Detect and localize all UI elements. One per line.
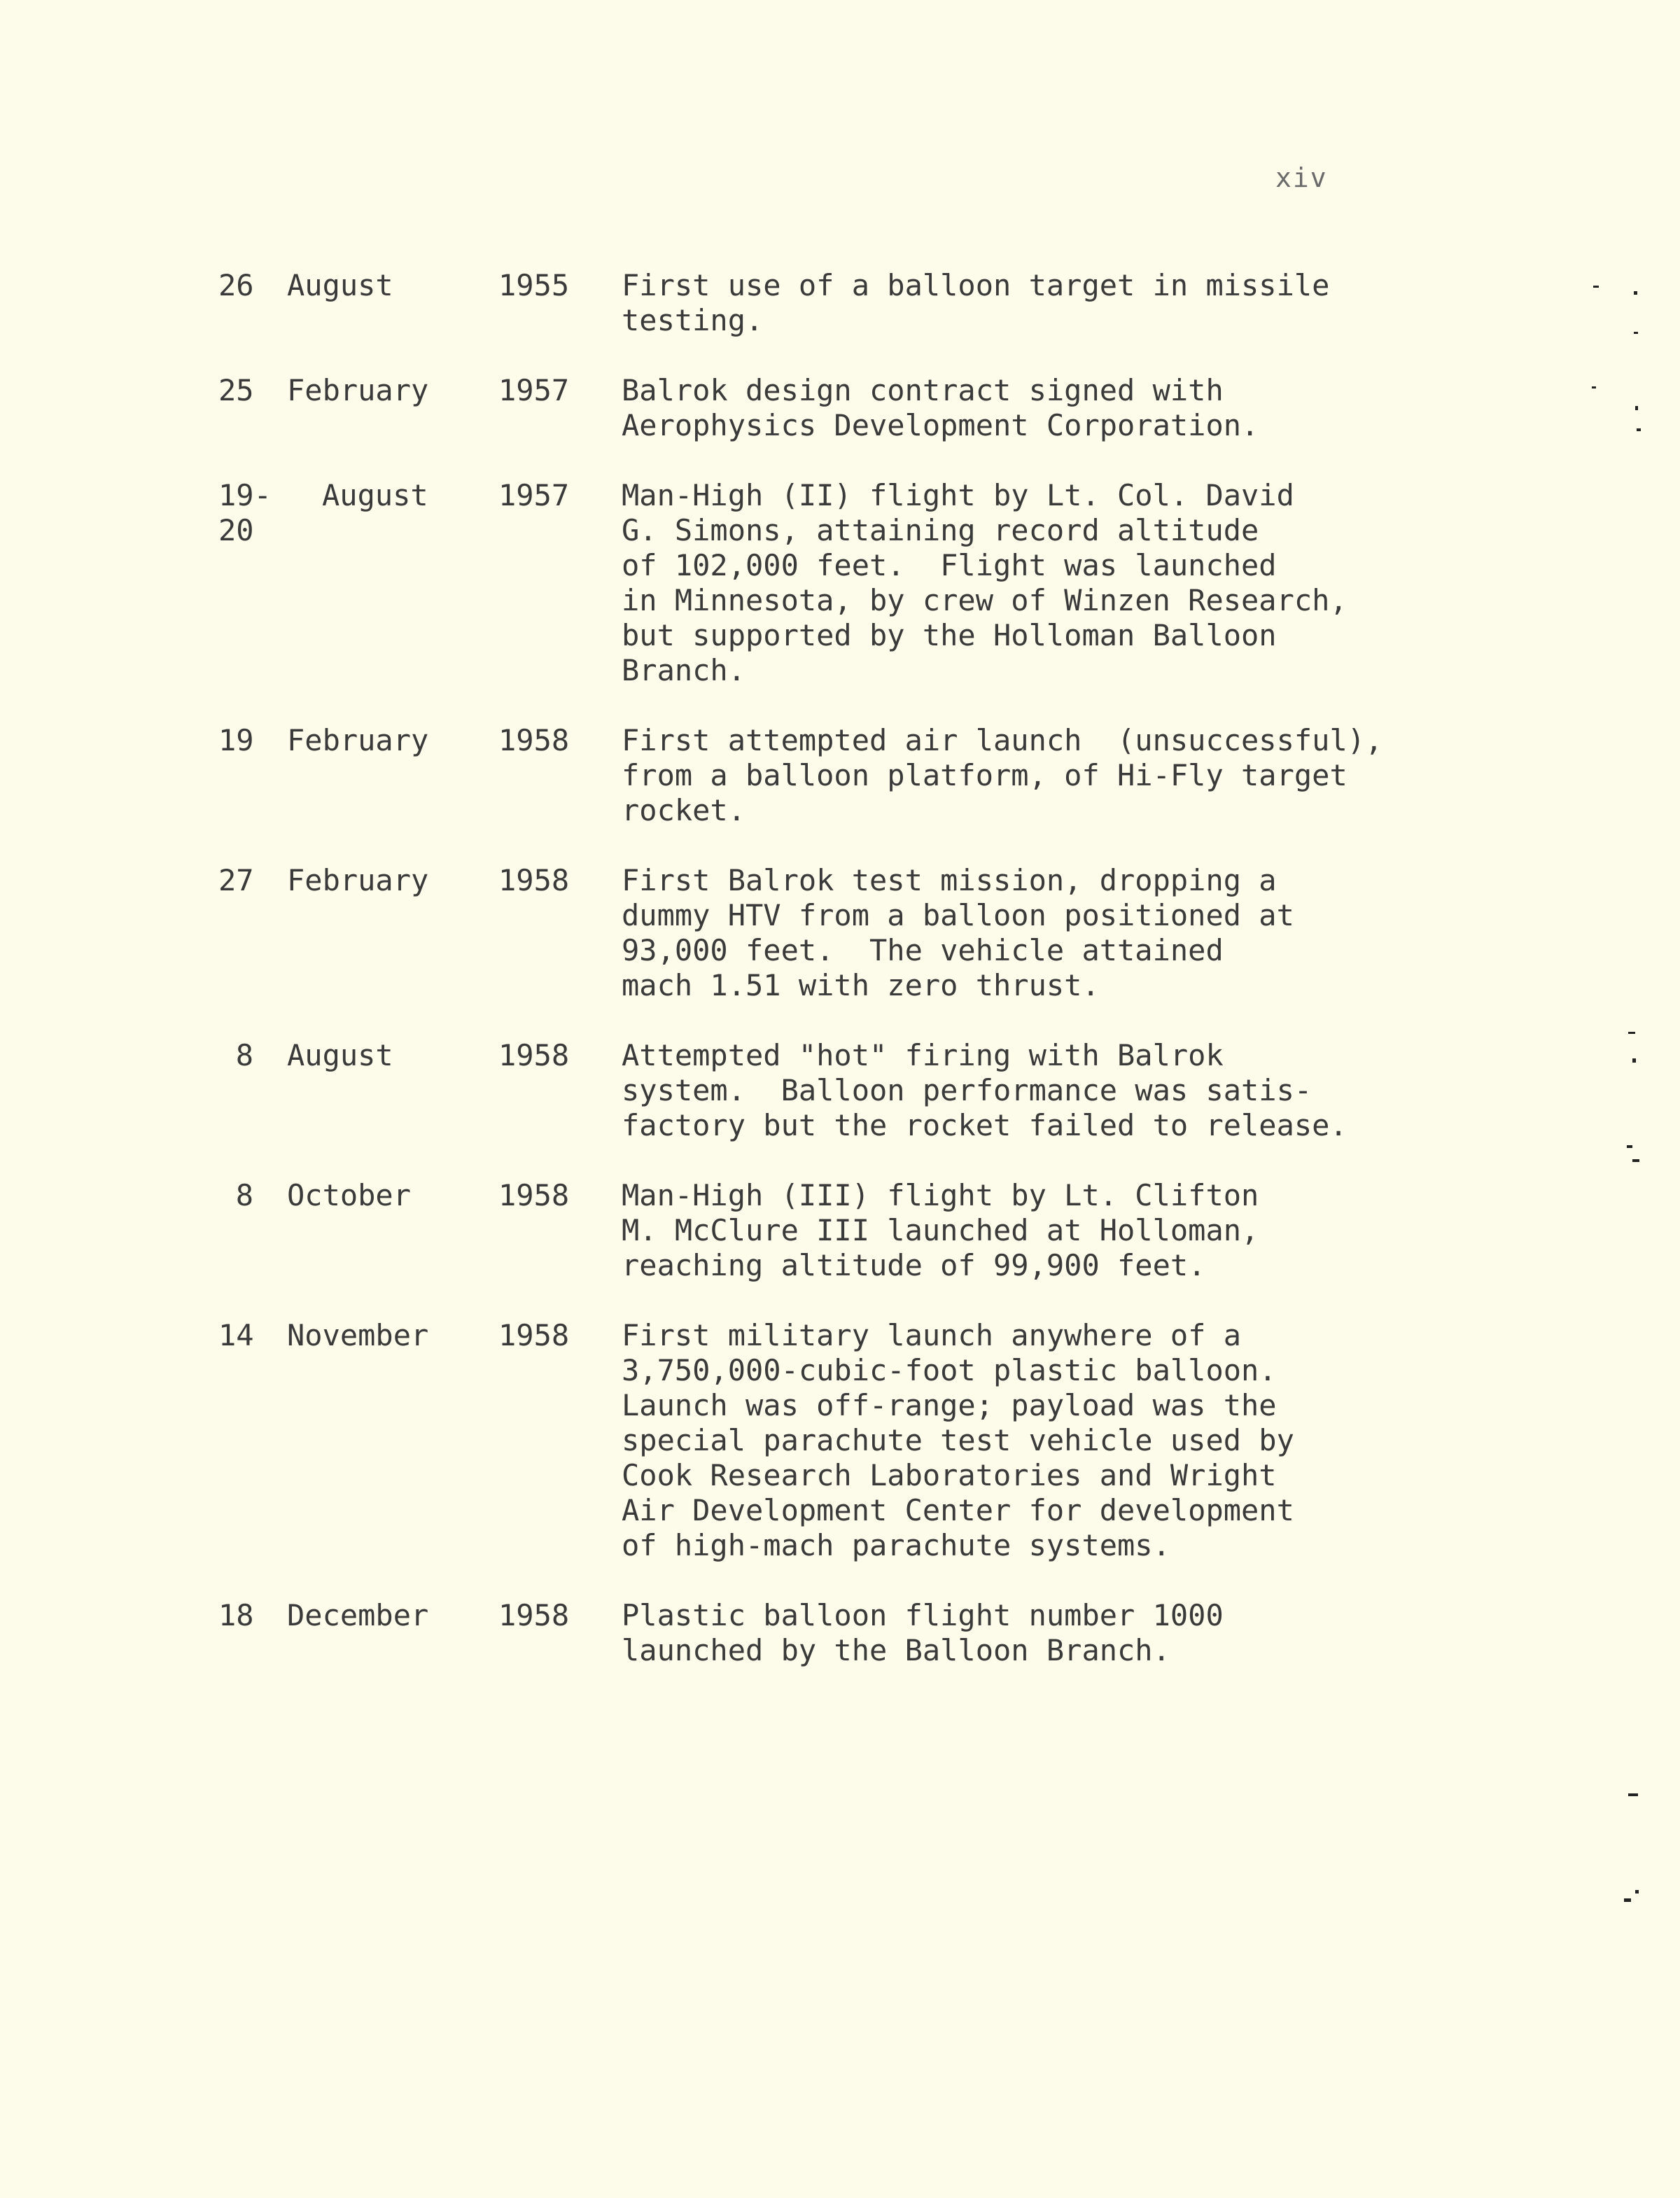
margin-speck (1592, 386, 1596, 388)
description-line: First use of a balloon target in missile (622, 268, 1330, 302)
entry-month: August (322, 478, 428, 512)
entry-year: 1958 (498, 723, 570, 757)
description-line: 3,750,000-cubic-foot plastic balloon. (622, 1353, 1277, 1387)
margin-speck (1628, 1032, 1635, 1034)
entry-year: 1958 (498, 1318, 570, 1352)
entry-year: 1958 (498, 1598, 570, 1632)
entry-description (622, 478, 1434, 688)
description-line: Man-High (III) flight by Lt. Clifton (622, 1178, 1259, 1212)
entry-description (622, 1178, 1434, 1283)
entry-month: December (287, 1598, 429, 1632)
description-line: First Balrok test mission, dropping a (622, 863, 1277, 897)
entry-day: 19 (218, 723, 254, 757)
description-line: First military launch anywhere of a (622, 1318, 1242, 1352)
description-line: Aerophysics Development Corporation. (622, 408, 1259, 442)
description-line: testing. (622, 303, 764, 337)
description-line: Plastic balloon flight number 1000 (622, 1598, 1224, 1632)
description-line: Balrok design contract signed with (622, 373, 1224, 407)
margin-speck (1632, 1159, 1639, 1162)
margin-speck (1635, 406, 1638, 410)
entry-month: February (287, 863, 429, 897)
description-line: mach 1.51 with zero thrust. (622, 968, 1100, 1002)
entry-description (622, 268, 1434, 338)
margin-speck (1637, 428, 1641, 431)
entry-description (622, 1598, 1434, 1668)
entry-year: 1955 (498, 268, 570, 302)
entry-description (622, 863, 1434, 1003)
description-line: Cook Research Laboratories and Wright (622, 1458, 1277, 1492)
description-line: reaching altitude of 99,900 feet. (622, 1248, 1206, 1282)
description-line: Launch was off-range; payload was the (622, 1388, 1277, 1422)
description-line: M. McClure III launched at Holloman, (622, 1213, 1259, 1247)
entry-month: February (287, 723, 429, 757)
margin-speck (1627, 1145, 1632, 1148)
entry-day: 8 (235, 1038, 253, 1072)
description-line: but supported by the Holloman Balloon (622, 618, 1277, 652)
description-line: First attempted air launch (unsuccessful), (622, 723, 1383, 757)
description-line: in Minnesota, by crew of Winzen Research, (622, 583, 1348, 617)
entry-year: 1958 (498, 1178, 570, 1212)
description-line: launched by the Balloon Branch. (622, 1633, 1170, 1667)
margin-speck (1632, 1058, 1636, 1063)
page-number: xiv (1275, 162, 1328, 193)
entry-day: 19-20 (218, 478, 272, 547)
description-line: 93,000 feet. The vehicle attained (622, 933, 1224, 967)
description-line: Air Development Center for development (622, 1493, 1294, 1527)
entry-month: October (287, 1178, 412, 1212)
entry-day: 25 (218, 373, 254, 407)
description-line: system. Balloon performance was satis- (622, 1073, 1312, 1107)
description-line: factory but the rocket failed to release. (622, 1108, 1348, 1142)
description-line: dummy HTV from a balloon positioned at (622, 898, 1294, 932)
entry-year: 1957 (498, 478, 570, 512)
entry-description (622, 1038, 1434, 1143)
entry-description (622, 373, 1434, 443)
entry-description (622, 1318, 1434, 1563)
entry-month: August (287, 268, 393, 302)
margin-speck (1635, 1890, 1639, 1893)
margin-speck (1624, 1898, 1631, 1902)
entry-year: 1958 (498, 863, 570, 897)
description-line: Man-High (II) flight by Lt. Col. David (622, 478, 1294, 512)
entry-month: February (287, 373, 429, 407)
margin-speck (1634, 291, 1637, 295)
margin-speck (1593, 286, 1599, 288)
entry-day: 8 (235, 1178, 253, 1212)
description-line: rocket. (622, 793, 746, 827)
entry-month: November (287, 1318, 429, 1352)
entry-year: 1957 (498, 373, 570, 407)
description-line: Attempted "hot" firing with Balrok (622, 1038, 1224, 1072)
entry-day: 27 (218, 863, 254, 897)
description-line: of 102,000 feet. Flight was launched (622, 548, 1277, 582)
margin-speck (1634, 332, 1638, 334)
description-line: of high-mach parachute systems. (622, 1528, 1170, 1562)
entry-year: 1958 (498, 1038, 570, 1072)
description-line: special parachute test vehicle used by (622, 1423, 1294, 1457)
entry-day: 14 (218, 1318, 254, 1352)
description-line: Branch. (622, 653, 746, 687)
entry-month: August (287, 1038, 393, 1072)
entry-day: 18 (218, 1598, 254, 1632)
description-line: from a balloon platform, of Hi-Fly target (622, 758, 1348, 792)
entry-day: 26 (218, 268, 254, 302)
description-line: G. Simons, attaining record altitude (622, 513, 1259, 547)
margin-speck (1628, 1793, 1638, 1796)
entry-description (622, 723, 1434, 828)
